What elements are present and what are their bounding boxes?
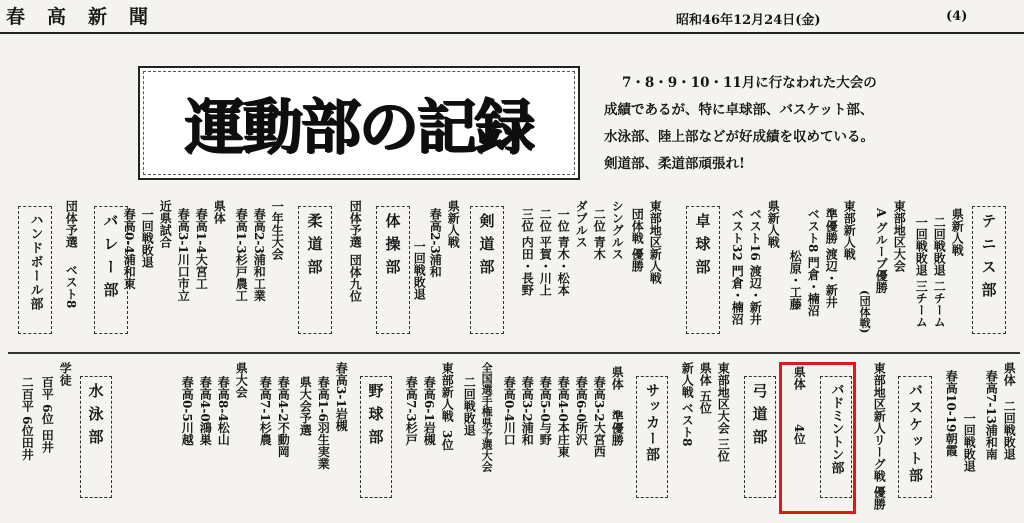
result-text: 春高4-0本庄東	[556, 376, 571, 458]
section-rule	[8, 352, 1020, 354]
club-name-handball: ハンドボール部	[27, 213, 43, 311]
intro-line: 剣道部、柔道部頑張れ!	[604, 156, 745, 172]
result-text: 春高0-4川口	[502, 376, 517, 446]
club-name-archery: 弓道部	[750, 383, 769, 452]
result-text: 団体九位	[348, 254, 363, 302]
result-text: 春高3-1岩槻	[334, 362, 349, 432]
result-text: 二位 平賀・川上	[538, 208, 553, 297]
result-text: 全国選手権県予選大会	[480, 362, 494, 472]
result-text: 春高4-2不動岡	[276, 376, 291, 458]
header-rule	[0, 32, 1024, 34]
club-swimming-box	[80, 376, 112, 498]
result-text: 一回戦敗退	[412, 240, 427, 300]
result-text: ダブルス	[574, 200, 589, 248]
result-text: シングルス	[610, 200, 625, 260]
club-name-judo: 柔道部	[305, 213, 324, 282]
result-text: 県新人戦	[950, 208, 965, 256]
intro-line: 成績であるが、特に卓球部、バスケット部、	[604, 102, 874, 118]
result-text: 春高1-3杉戸農工	[234, 208, 249, 302]
result-text: 県体	[212, 200, 227, 224]
result-text: 県大会予選	[298, 376, 313, 436]
result-text: 一年生大会	[270, 200, 285, 260]
highlight-box	[779, 362, 856, 514]
result-text: 学徒	[58, 362, 73, 386]
club-soccer-box	[636, 376, 668, 498]
result-text: 春高8-4松山	[216, 376, 231, 446]
result-text: 三位 内田・長野	[520, 208, 535, 297]
result-text: 新人戦 ベスト8	[680, 362, 695, 447]
result-text: 春高6-0所沢	[574, 376, 589, 446]
result-text: 春高4-0鴻巣	[198, 376, 213, 446]
result-text: ベスト8	[64, 264, 79, 309]
result-text: ベスト32 門倉・楠沼	[730, 208, 745, 325]
result-text: 県新人戦	[446, 200, 461, 248]
result-text: 県大会	[234, 362, 249, 398]
page-number: (4)	[946, 9, 968, 24]
result-text: 春高7-3杉戸	[404, 376, 419, 446]
club-table-tennis-box	[686, 206, 720, 334]
result-text: 東部地区新人リーグ戦 優勝	[872, 362, 887, 511]
result-text: 春高7-13浦和南	[984, 370, 999, 461]
result-text: 一位 青木・松本	[556, 208, 571, 297]
club-name-gymnastics: 体操部	[383, 213, 402, 282]
result-text: 百平 6位 田井	[40, 376, 55, 453]
result-text: 県体 五位	[698, 362, 713, 415]
club-tennis-box	[972, 206, 1006, 334]
result-text: 二回戦敗退	[1002, 400, 1017, 460]
result-text: 県体	[1002, 362, 1017, 386]
club-name-badminton: バドミントン部	[828, 383, 844, 474]
result-text: 春高7-1杉農	[258, 376, 273, 446]
result-text: 春高3-1川口市立	[176, 208, 191, 302]
club-name-kendo: 剣道部	[477, 213, 496, 282]
result-text: A グループ優勝	[874, 208, 889, 294]
result-text: 3位	[440, 430, 455, 451]
club-handball-box	[18, 206, 52, 334]
result-text: 一回戦敗退	[140, 208, 155, 268]
result-text: 春高0-5川越	[180, 376, 195, 446]
club-judo-box	[298, 206, 332, 334]
result-text: 東部地区新人戦	[648, 200, 663, 284]
result-text: 春高5-0与野	[538, 376, 553, 446]
result-text: 4位	[792, 424, 807, 445]
result-text: 東部新人戦	[842, 200, 857, 260]
intro-line: 7・8・9・10・11月に行なわれた大会の	[622, 75, 877, 91]
result-text: 一回戦敗退	[962, 412, 977, 472]
issue-date: 昭和46年12月24日(金)	[676, 13, 821, 28]
result-text: 団体予選	[64, 200, 79, 248]
result-text: 松原・工藤	[788, 250, 803, 310]
result-text: 近県試合	[158, 200, 173, 248]
result-text: 団体戦 優勝	[630, 208, 645, 273]
result-text: 春高3-2浦和	[520, 376, 535, 446]
result-text: 一回戦敗退 三チーム	[914, 216, 929, 329]
result-text: 県体	[610, 366, 625, 390]
club-name-volleyball: バレー部	[101, 213, 120, 305]
result-text: 東部地区大会 三位	[716, 362, 731, 463]
club-name-basketball: バスケット部	[907, 383, 923, 485]
club-name-swimming: 水泳部	[86, 383, 105, 452]
result-text: 団体予選	[348, 200, 363, 248]
intro-paragraph	[604, 70, 938, 178]
result-text: 春高6-1岩槻	[422, 376, 437, 446]
result-text: 二位 青木	[592, 208, 607, 261]
result-text: ベスト8 門倉・楠沼	[806, 208, 821, 317]
club-name-tennis: テニス部	[979, 213, 998, 305]
result-text: 二回戦敗退 二チーム	[932, 216, 947, 329]
club-name-baseball: 野球部	[366, 383, 385, 452]
result-text: 準優勝 渡辺・新井	[824, 208, 839, 309]
result-text: 春高0-4浦和東	[122, 208, 137, 290]
result-text: 春高2-3浦和工業	[252, 208, 267, 302]
result-text: ベスト16 渡辺・新井	[748, 208, 763, 325]
club-archery-box	[744, 376, 776, 498]
result-text: 東部新人戦	[440, 362, 455, 422]
result-text: 春高3-2大宮西	[592, 376, 607, 458]
result-text: 県体	[792, 366, 807, 390]
result-text: 東部地区大会	[892, 200, 907, 272]
article-title: 運動部の記録	[185, 93, 533, 163]
club-basketball-box	[898, 376, 932, 498]
club-name-soccer: サッカー部	[644, 383, 660, 463]
result-text: 春高2-3浦和	[428, 208, 443, 278]
result-text: 春高10-19朝霞	[944, 370, 959, 457]
result-text: 準優勝	[610, 410, 625, 446]
newspaper-name: 春高新聞	[6, 6, 171, 28]
title-box	[138, 66, 580, 180]
result-text: (団体戦)	[858, 290, 872, 334]
result-text: 春高1-6羽生実業	[316, 376, 331, 470]
result-text: 県新人戦	[766, 200, 781, 248]
club-name-table-tennis: 卓球部	[693, 213, 712, 282]
result-text: 二百平 6位田井	[20, 376, 35, 461]
result-text: 二回戦敗退	[462, 376, 477, 436]
intro-line: 水泳部、陸上部などが好成績を収めている。	[604, 129, 874, 145]
club-kendo-box	[470, 206, 504, 334]
result-text: 春高1-4大宮工	[194, 208, 209, 290]
club-gymnastics-box	[376, 206, 410, 334]
club-baseball-box	[360, 376, 392, 498]
